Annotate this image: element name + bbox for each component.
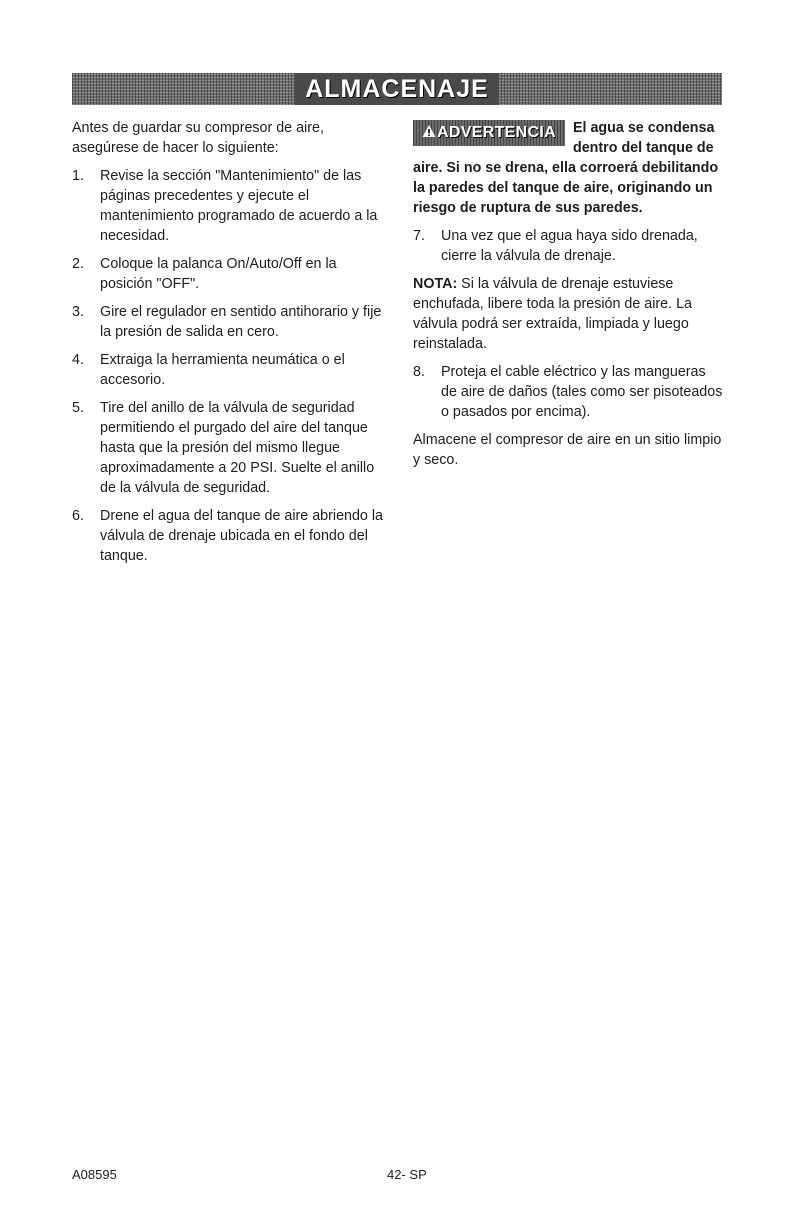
section-title: ALMACENAJE bbox=[295, 73, 499, 105]
step-text: Proteja el cable eléctrico y las mangueras de aire de daños (tales como ser pisoteados o pasados por encima). bbox=[441, 364, 723, 420]
note-paragraph bbox=[413, 274, 725, 354]
step-item bbox=[72, 166, 392, 246]
step-text: Revise la sección "Mantenimiento" de las páginas precedentes y ejecute el mantenimiento programado de acuerdo a la necesidad. bbox=[100, 168, 378, 244]
step-text: Una vez que el agua haya sido drenada, cierre la válvula de drenaje. bbox=[441, 228, 698, 264]
step-item bbox=[413, 226, 725, 266]
intro-text: Antes de guardar su compresor de aire, asegúrese de hacer lo siguiente: bbox=[72, 120, 324, 156]
step-text: Tire del anillo de la válvula de seguridad permitiendo el purgado del aire del tanque hasta que la presión del mismo llegue aproximadamente a 20 PSI. Suelte el anillo de la válvula de seguridad. bbox=[100, 400, 375, 496]
step-number: 7. bbox=[413, 228, 425, 244]
step-item bbox=[72, 302, 392, 342]
note-label: NOTA: bbox=[413, 276, 458, 292]
step-item bbox=[72, 398, 392, 498]
step-number: 2. bbox=[72, 256, 84, 272]
step-number: 4. bbox=[72, 352, 84, 368]
step-number: 6. bbox=[72, 508, 84, 524]
warning-triangle-icon bbox=[422, 124, 436, 138]
step-item bbox=[72, 506, 392, 566]
step-item bbox=[72, 350, 392, 390]
step-text: Drene el agua del tanque de aire abriendo la válvula de drenaje ubicada en el fondo del tanque. bbox=[100, 508, 383, 564]
document-code: A08595 bbox=[72, 1167, 117, 1182]
left-step-list bbox=[72, 166, 392, 566]
step-number: 8. bbox=[413, 364, 425, 380]
step-number: 3. bbox=[72, 304, 84, 320]
closing-text: Almacene el compresor de aire en un sitio limpio y seco. bbox=[413, 432, 722, 468]
warning-block bbox=[413, 118, 725, 218]
step-number: 1. bbox=[72, 168, 84, 184]
step-number: 5. bbox=[72, 400, 84, 416]
step-text: Coloque la palanca On/Auto/Off en la posición "OFF". bbox=[100, 256, 337, 292]
step-text: Gire el regulador en sentido antihorario y fije la presión de salida en cero. bbox=[100, 304, 382, 340]
warning-label bbox=[413, 120, 565, 146]
page-number: 42- SP bbox=[387, 1167, 427, 1182]
warning-label-text: ADVERTENCIA bbox=[437, 124, 556, 141]
note-text: Si la válvula de drenaje estuviese enchufada, libere toda la presión de aire. La válvula podrá ser extraída, limpiada y luego reinstalada. bbox=[413, 276, 692, 352]
step-item bbox=[72, 254, 392, 294]
left-column bbox=[72, 118, 392, 574]
step-text: Extraiga la herramienta neumática o el accesorio. bbox=[100, 352, 345, 388]
section-banner bbox=[72, 73, 722, 105]
right-column bbox=[413, 118, 725, 470]
warning-text: El agua se condensa dentro del tanque de aire. Si no se drena, ella corroerá debilitando la paredes del tanque de aire, originando un riesgo de ruptura de sus paredes. bbox=[413, 120, 719, 216]
step-item bbox=[413, 362, 725, 422]
